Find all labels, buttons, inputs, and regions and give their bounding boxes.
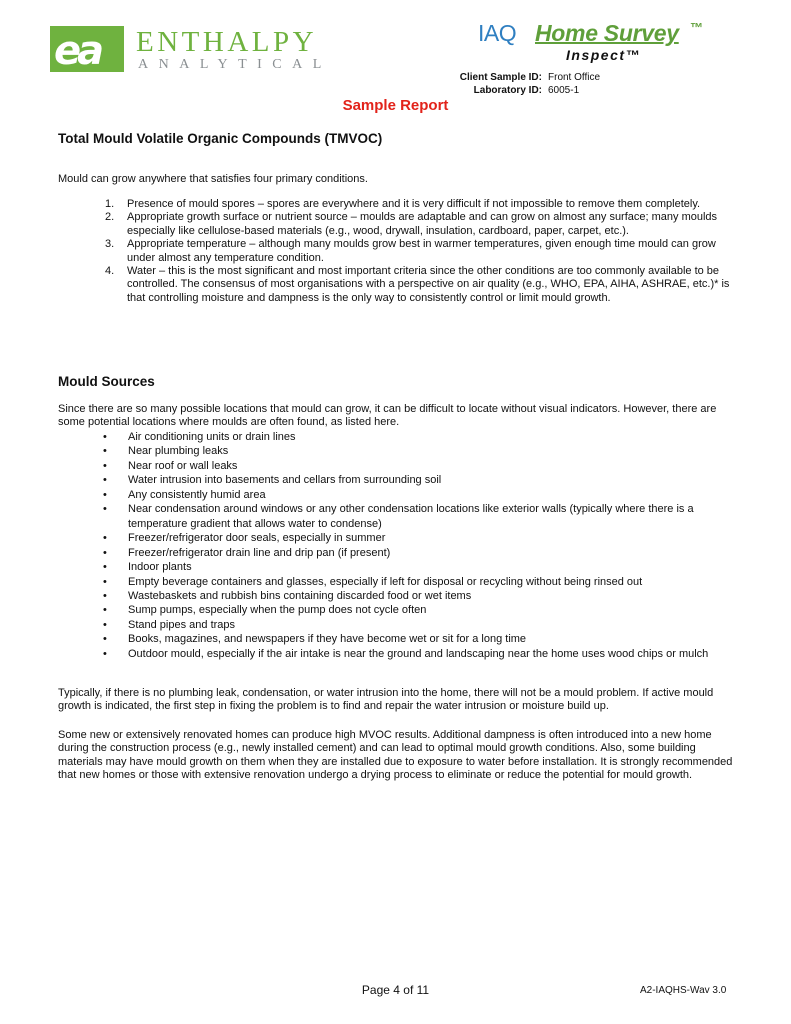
mould-sources-intro: Since there are so many possible locations that mould can grow, it can be difficult to locate without visual indicators. However, there are some potential locations where moulds are often found, as listed here. [58,403,717,429]
mould-source-item [100,575,730,589]
mould-source-text: Any consistently humid area [128,488,266,501]
mould-source-text: Stand pipes and traps [128,618,236,631]
mould-source-text: Near plumbing leaks [128,445,229,458]
mould-source-text: Freezer/refrigerator door seals, especially in summer [128,532,386,545]
bullet-icon: • [103,431,107,443]
mould-source-text: Sump pumps, especially when the pump does not cycle often [128,604,427,617]
bullet-icon: • [103,532,107,545]
bullet-icon: • [103,546,107,559]
mould-source-text: Near condensation around windows or any other condensation locations like exterior walls (typically where there is a temperature gradient that allows water to condense) [128,503,694,530]
new-homes-paragraph: Some new or extensively renovated homes can produce high MVOC results. Additional dampness is often introduced into a new home during the construction process (e.g., newly installed cement) and can lead to optimal mould growth conditions. Also, some building materials may have mould growth on them when they are installed due to exposure to water before installation. It is strongly recommended that new homes or those with extensive renovation undergo a drying process to eliminate or reduce the potential for mould growth. [58,729,733,782]
mould-source-text: Indoor plants [128,561,192,574]
report-title: Sample Report [342,97,449,114]
mould-source-text: Water intrusion into basements and cellars from surrounding soil [128,474,442,487]
mould-source-item [100,632,730,646]
mould-source-item [100,531,730,545]
client-sample-id-label: Client Sample ID: [459,72,542,83]
condition-text: Appropriate temperature – although many moulds grow best in warmer temperatures, given enough time mould can grow under almost any temperature condition. [127,238,716,264]
mould-source-item [100,488,730,502]
condition-number: 2. [105,211,115,224]
bullet-icon: • [103,618,107,631]
iaq-home-survey-brand [478,22,718,62]
condition-number: 3. [105,238,115,251]
mould-source-text: Outdoor mould, especially if the air intake is near the ground and landscaping near the home uses wood chips or mulch [128,647,709,660]
bullet-icon: • [103,633,107,646]
condition-text: Water – this is the most significant and most important criteria since the other conditions are too commonly available to be controlled. The consensus of most organisations with a perspective on air quality (e.g., WHO, EPA, AIHA, ASHRAE, etc.)* is that controlling moisture and dampness is the only way to consistently control or limit mould growth. [127,265,730,304]
bullet-icon: • [103,459,107,472]
mould-source-item [100,560,730,574]
home-survey-script: Home Survey [535,20,679,46]
bullet-icon: • [103,604,107,617]
mould-source-item [100,589,730,603]
mould-source-text: Empty beverage containers and glasses, especially if left for disposal or recycling without being rinsed out [128,575,643,588]
client-sample-id-value: Front Office [548,72,601,83]
mould-source-item [100,603,730,617]
form-code: A2-IAQHS-Wav 3.0 [640,985,727,996]
client-sample-id-row [457,71,600,84]
logo-wordmark: ENTHALPY [136,26,318,58]
mould-source-text: Wastebaskets and rubbish bins containing discarded food or wet items [128,589,472,602]
mould-source-item [100,444,730,458]
ea-logo-mark-icon [50,26,124,72]
bullet-icon: • [103,474,107,487]
mould-source-item [100,502,730,531]
tmvoc-intro: Mould can grow anywhere that satisfies four primary conditions. [58,173,368,185]
page-number: Page 4 of 11 [361,983,430,997]
iaq-prefix: IAQ [478,20,517,46]
laboratory-id-value: 6005-1 [548,85,580,96]
mould-sources-heading: Mould Sources [58,374,155,389]
condition-text: Presence of mould spores – spores are everywhere and it is very difficult if not impossible to remove them completely. [127,198,701,210]
condition-item [87,265,737,305]
condition-item [87,238,737,265]
bullet-icon: • [103,575,107,588]
mould-source-item [100,473,730,487]
mould-source-text: Freezer/refrigerator drain line and drip pan (if present) [128,546,391,559]
plumbing-leak-paragraph: Typically, if there is no plumbing leak, condensation, or water intrusion into the home, there will not be a mould problem. If active mould growth is indicated, the first step in fixing the problem is to find and repair the water intrusion or moisture build up. [58,687,714,713]
bullet-icon: • [103,589,107,602]
conditions-list [87,198,737,305]
logo-subtitle: ANALYTICAL [138,57,332,72]
condition-number: 1. [105,198,115,210]
mould-source-text: Air conditioning units or drain lines [128,431,296,443]
condition-number: 4. [105,265,115,278]
tmvoc-heading: Total Mould Volatile Organic Compounds (TMVOC) [58,131,383,146]
inspect-label: Inspect™ [566,47,642,63]
bullet-icon: • [103,503,107,516]
laboratory-id-row [457,84,579,97]
bullet-icon: • [103,445,107,458]
condition-item [87,211,737,238]
svg-text:ea: ea [54,28,101,72]
laboratory-id-label: Laboratory ID: [473,85,542,96]
mould-source-text: Books, magazines, and newspapers if they have become wet or sit for a long time [128,633,527,646]
mould-source-item [100,647,730,661]
enthalpy-logo [50,26,340,74]
mould-sources-list [100,430,730,661]
bullet-icon: • [103,647,107,660]
condition-item [87,198,737,211]
mould-source-item [100,618,730,632]
mould-source-item [100,459,730,473]
bullet-icon: • [103,561,107,574]
bullet-icon: • [103,488,107,501]
trademark-symbol: ™ [690,20,703,35]
mould-source-text: Near roof or wall leaks [128,459,238,472]
mould-source-item [100,430,730,444]
mould-source-item [100,546,730,560]
condition-text: Appropriate growth surface or nutrient source – moulds are adaptable and can grow on almost any surface; many moulds especially like cellulose-based materials (e.g., wood, drywall, insulation, cardboard, paper, carpet, etc.). [127,211,718,237]
